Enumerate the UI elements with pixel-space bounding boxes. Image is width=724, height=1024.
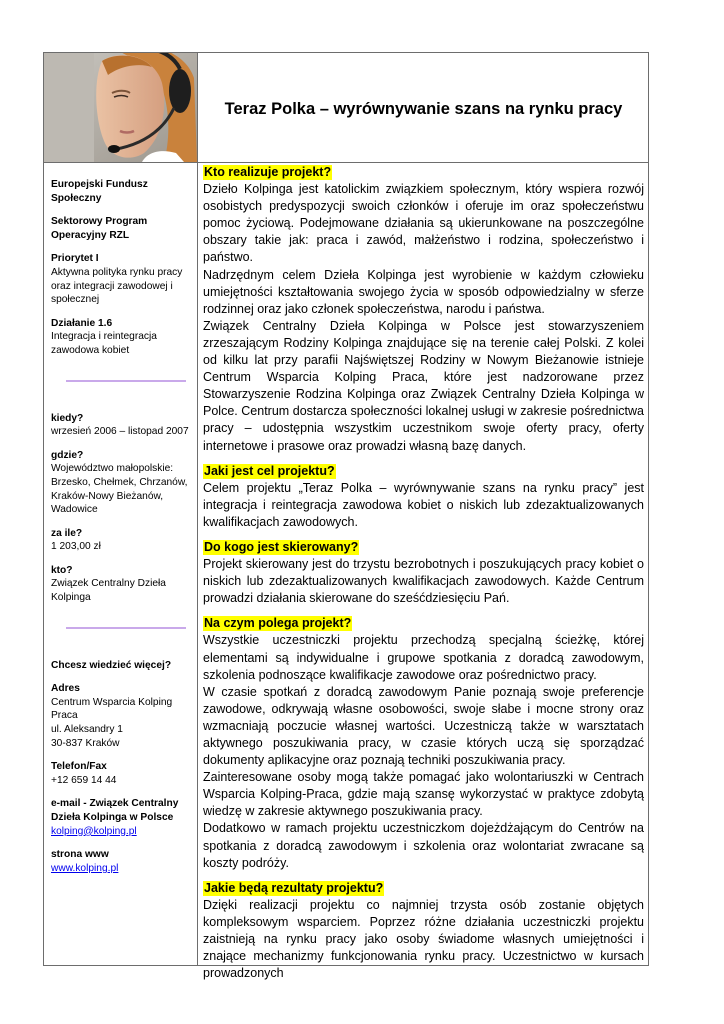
paragraph: Nadrzędnym celem Dzieła Kolpinga jest wyrobienie w każdym człowieku umiejętności kształtowania swojego życia w sposób odpowiedzialny w sferze rodzinnej oraz jako członek społeczeństwa, narodu i państwa.	[203, 267, 644, 316]
program-name: Sektorowy Program Operacyjny RZL	[51, 216, 148, 241]
sidebar-separator	[66, 380, 186, 382]
paragraph: Dodatkowo w ramach projektu uczestniczkom dojeżdżającym do Centrów na spotkania z doradcą zawodowym i szkolenia oraz wolontariat zwracane są koszty podróży.	[203, 821, 644, 870]
question-heading: Na czym polega projekt?	[204, 616, 352, 631]
priority-block	[51, 252, 193, 306]
program-block	[51, 215, 193, 242]
more-info-heading: Chcesz wiedzieć więcej?	[51, 659, 172, 671]
where-block	[51, 449, 193, 517]
address-block	[51, 682, 193, 750]
email-heading: e-mail - Związek Centralny Dzieła Kolpinga w Polsce	[51, 798, 179, 823]
paragraph: Zainteresowane osoby mogą także pomagać jako wolontariuszki w Centrach Wsparcia Kolping-Praca, gdzie mają szansę wykorzystać w praktyce zdobytą wiedzę w zakresie aktywnego poszukiwania pracy.	[203, 770, 644, 819]
who-block	[51, 564, 193, 605]
who-heading: kto?	[51, 564, 73, 576]
main-content	[203, 163, 644, 982]
page-title: Teraz Polka – wyrównywanie szans na rynku pracy	[224, 100, 623, 118]
www-link[interactable]: www.kolping.pl	[51, 862, 119, 874]
sidebar-separator	[66, 627, 186, 629]
priority-text: Aktywna polityka rynku pracy oraz integracji zawodowej i społecznej	[51, 266, 183, 306]
where-heading: gdzie?	[51, 449, 84, 461]
when-block	[51, 412, 193, 439]
paragraph: Projekt skierowany jest do trzystu bezrobotnych i poszukujących pracy kobiet o niskich lub zdezaktualizowanych kwalifikacjach zawodowych. Każde Centrum prowadzi działania skierowane do sześćdziesięciu Pań.	[203, 557, 644, 606]
column-divider	[197, 53, 198, 965]
paragraph: Celem projektu „Teraz Polka – wyrównywanie szans na rynku pracy” jest integracja i reintegracja zawodowa kobiet o niskich lub zdezaktualizowanych kwalifikacjach zawodowych.	[203, 480, 644, 529]
paragraph: Wszystkie uczestniczki projektu przechodzą specjalną ścieżkę, której elementami są indywidualne i grupowe spotkania z doradcą zawodowym, szkolenia podnoszące kwalifikacje zawodowe oraz pośrednictwo pracy.	[203, 633, 644, 682]
priority-heading: Priorytet I	[51, 253, 99, 265]
address-line: Centrum Wsparcia Kolping Praca	[51, 696, 173, 722]
sidebar	[51, 178, 193, 885]
paragraph: Związek Centralny Dzieła Kolpinga w Polsce jest stowarzyszeniem zrzeszającym Rodziny Kolpinga znajdujące się na terenie całej Polski. Z kolei od kilku lat przy parafii Najświętszej Rodziny w Nowym Bieżanowie istnieje Centrum Wsparcia Kolping Praca, które jest nadzorowane przez Stowarzyszenie Rodzina Kolpinga oraz Związek Centralny Dzieła Kolpinga w Polce. Centrum dostarcza społeczności lokalnej usługi w zakresie pośrednictwa pracy – udostępnia wszystkim uczestnikom swoje oferty pracy, oferty internetowe i prasowe oraz prowadzi własną bazę danych.	[203, 318, 644, 453]
www-heading: strona www	[51, 849, 109, 861]
paragraph: Dzieło Kolpinga jest katolickim związkiem społecznym, który wspiera rozwój osobistych predyspozycji swoich członków i oferuje im oraz społeczeństwu pomoc życiową. Podejmowane działania są ukierunkowane na poszczególne obszary takie jak: praca i zawód, małżeństwo i rodzina, społeczeństwo i państwo.	[203, 182, 644, 265]
when-text: wrzesień 2006 – listopad 2007	[51, 426, 189, 438]
action-block	[51, 317, 193, 358]
action-heading: Działanie 1.6	[51, 317, 113, 329]
paragraph: Dzięki realizacji projektu co najmniej trzysta osób zostanie objętych kompleksowym wsparciem. Poprzez różne działania uczestniczki projektu zaistnieją na rynku pracy jako osoby świadome własnych umiejętności i znające mechanizmy funkcjonowania rynku pracy. Uczestnictwo w kursach prowadzonych	[203, 897, 644, 981]
fund-name: Europejski Fundusz Społeczny	[51, 179, 148, 204]
question-heading: Kto realizuje projekt?	[204, 165, 332, 179]
more-info-block	[51, 659, 193, 673]
phone-block	[51, 760, 193, 787]
phone-text: +12 659 14 44	[51, 774, 117, 786]
where-text: Województwo małopolskie: Brzesko, Chełmek, Chrzanów, Kraków-Nowy Bieżanów, Wadowice	[51, 463, 188, 516]
page-frame	[43, 52, 649, 981]
section-description	[203, 607, 644, 871]
email-block	[51, 797, 193, 838]
header-photo	[44, 53, 197, 162]
www-block	[51, 848, 193, 875]
section-who-implements	[203, 163, 644, 455]
question-heading: Jaki jest cel projektu?	[204, 463, 335, 478]
email-link[interactable]: kolping@kolping.pl	[51, 825, 137, 837]
address-heading: Adres	[51, 683, 80, 695]
fund-block	[51, 178, 193, 205]
cost-text: 1 203,00 zł	[51, 541, 101, 553]
section-audience	[203, 531, 644, 607]
cost-heading: za ile?	[51, 527, 83, 539]
when-heading: kiedy?	[51, 412, 84, 424]
cost-block	[51, 527, 193, 554]
section-results	[203, 872, 644, 983]
paragraph: W czasie spotkań z doradcą zawodowym Panie poznają swoje preferencje zawodowe, odkrywają własne osobowości, swoje słabe i mocne strony oraz wzmacniają poczucie własnej wartości. Uczestniczą także w warsztatach aktywnego poszukiwania pracy, w czasie których uczą się sporządzać dokumenty aplikacyjne oraz poznają techniki poszukiwania pracy.	[203, 684, 644, 768]
action-text: Integracja i reintegracja zawodowa kobiet	[51, 331, 157, 356]
address-line: ul. Aleksandry 1	[51, 724, 123, 736]
question-heading: Jakie będą rezultaty projektu?	[204, 880, 384, 895]
who-text: Związek Centralny Dzieła Kolpinga	[51, 578, 166, 604]
section-goal	[203, 455, 644, 531]
address-line: 30-837 Kraków	[51, 737, 120, 749]
phone-heading: Telefon/Fax	[51, 761, 107, 773]
question-heading: Do kogo jest skierowany?	[204, 539, 359, 554]
woman-with-headset-image	[44, 53, 197, 162]
